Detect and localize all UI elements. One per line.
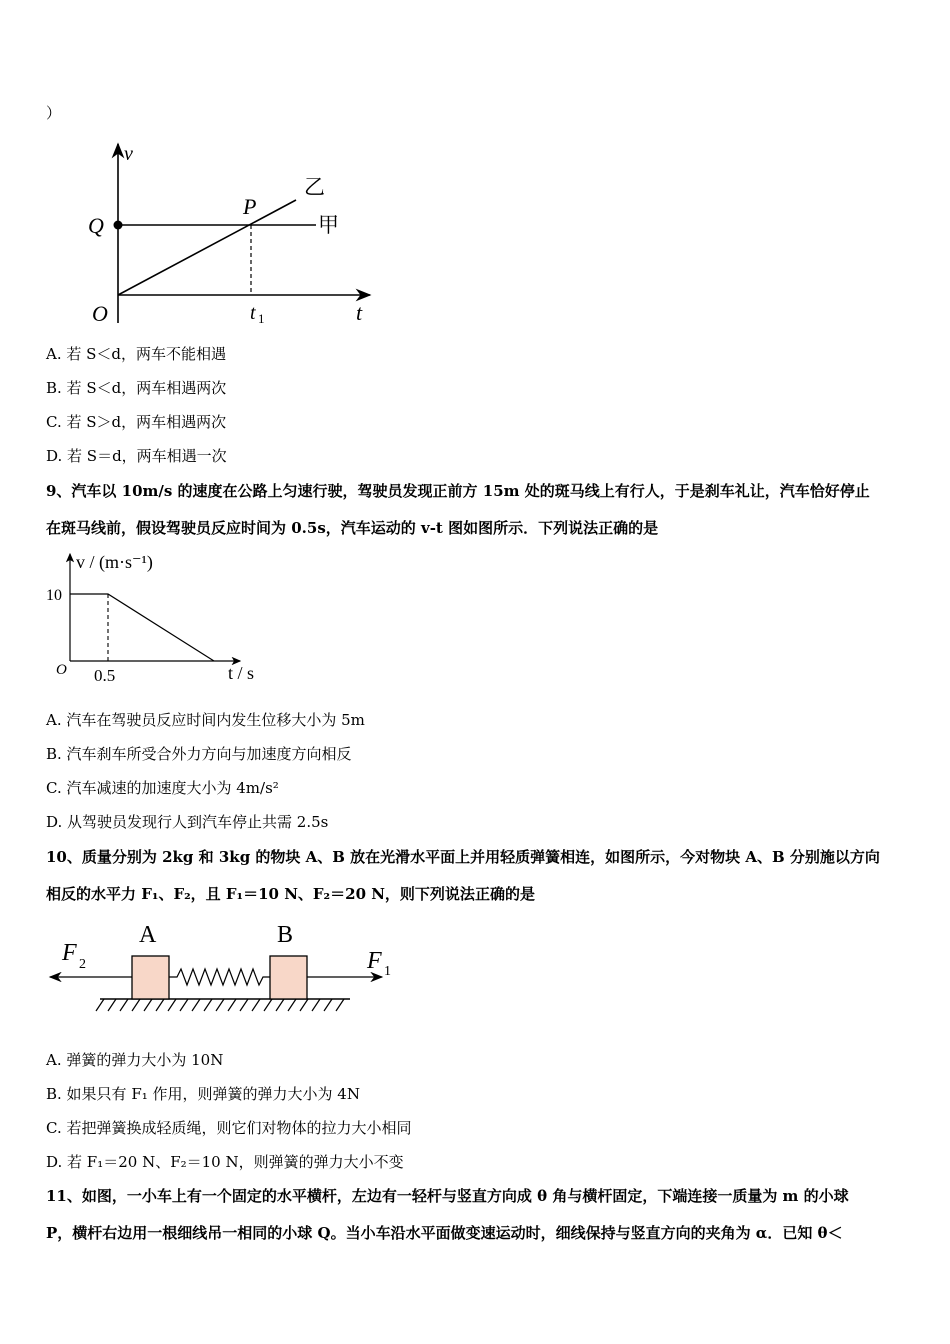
jia-label: 甲	[318, 213, 339, 237]
figure-vt-graph-2	[42, 548, 282, 693]
q9-stem-line1: 9、汽车以 10m/s 的速度在公路上匀速行驶，驾驶员发现正前方 15m 处的斑马线上有行人，于是刹车礼让，汽车恰好停止	[46, 482, 870, 500]
figure-vt-graph-1	[80, 138, 390, 333]
question-fragment: ）	[46, 104, 62, 122]
q8-option-a: A. 若 S＜d，两车不能相遇	[46, 345, 227, 363]
spring	[169, 969, 270, 985]
q10-option-a: A. 弹簧的弹力大小为 10N	[46, 1051, 224, 1069]
q9-stem-line2: 在斑马线前，假设驾驶员反应时间为 0.5s，汽车运动的 v-t 图如图所示．下列说法正确的是	[46, 519, 659, 537]
figure-spring-blocks	[44, 915, 404, 1020]
t1-label: t	[250, 302, 256, 324]
q11-stem-line1: 11、如图，一小车上有一个固定的水平横杆，左边有一轻杆与竖直方向成 θ 角与横杆固定，下端连接一质量为 m 的小球	[46, 1187, 849, 1205]
origin-label: O	[56, 662, 67, 678]
y-tick-10: 10	[46, 587, 62, 604]
q9-option-c: C. 汽车减速的加速度大小为 4m/s²	[46, 779, 279, 797]
block-b	[270, 956, 307, 999]
q9-option-d: D. 从驾驶员发现行人到汽车停止共需 2.5s	[46, 813, 329, 831]
t1-subscript: 1	[258, 311, 265, 326]
q8-option-d: D. 若 S＝d，两车相遇一次	[46, 447, 227, 465]
q-label: Q	[88, 213, 104, 238]
q8-option-b: B. 若 S＜d，两车相遇两次	[46, 379, 227, 397]
q10-option-d: D. 若 F₁＝20 N、F₂＝10 N，则弹簧的弹力大小不变	[46, 1153, 404, 1171]
v-label: v	[124, 143, 133, 165]
line-yi	[118, 200, 296, 295]
p-label: P	[243, 194, 257, 219]
q9-option-a: A. 汽车在驾驶员反应时间内发生位移大小为 5m	[46, 711, 365, 729]
y-axis-label: v / (m·s⁻¹)	[76, 552, 153, 572]
t-label: t	[356, 300, 363, 325]
velocity-line	[70, 594, 214, 661]
q10-option-b: B. 如果只有 F₁ 作用，则弹簧的弹力大小为 4N	[46, 1085, 360, 1103]
yi-label: 乙	[304, 175, 325, 199]
block-a-label: A	[139, 922, 157, 948]
point-q	[114, 221, 123, 230]
f1-subscript: 1	[384, 964, 391, 979]
f2-label: F	[62, 940, 77, 966]
x-axis-label: t / s	[228, 663, 255, 683]
f1-label: F	[367, 948, 382, 974]
q10-stem-line1: 10、质量分别为 2kg 和 3kg 的物块 A、B 放在光滑水平面上并用轻质弹簧相连，如图所示，今对物块 A、B 分别施以方向	[46, 848, 880, 866]
q10-option-c: C. 若把弹簧换成轻质绳，则它们对物体的拉力大小相同	[46, 1119, 412, 1137]
q10-stem-line2: 相反的水平力 F₁、F₂，且 F₁＝10 N、F₂＝20 N，则下列说法正确的是	[46, 885, 535, 903]
q11-stem-line2: P，横杆右边用一根细线吊一相同的小球 Q。当小车沿水平面做变速运动时，细线保持与竖直方向的夹角为 α．已知 θ＜	[46, 1224, 843, 1242]
block-b-label: B	[277, 922, 294, 948]
block-a	[132, 956, 169, 999]
q9-option-b: B. 汽车刹车所受合外力方向与加速度方向相反	[46, 745, 352, 763]
origin-label: O	[92, 301, 108, 326]
f2-subscript: 2	[79, 957, 86, 972]
q8-option-c: C. 若 S＞d，两车相遇两次	[46, 413, 227, 431]
x-tick-05: 0.5	[94, 666, 116, 685]
ground-hatch	[96, 999, 344, 1011]
